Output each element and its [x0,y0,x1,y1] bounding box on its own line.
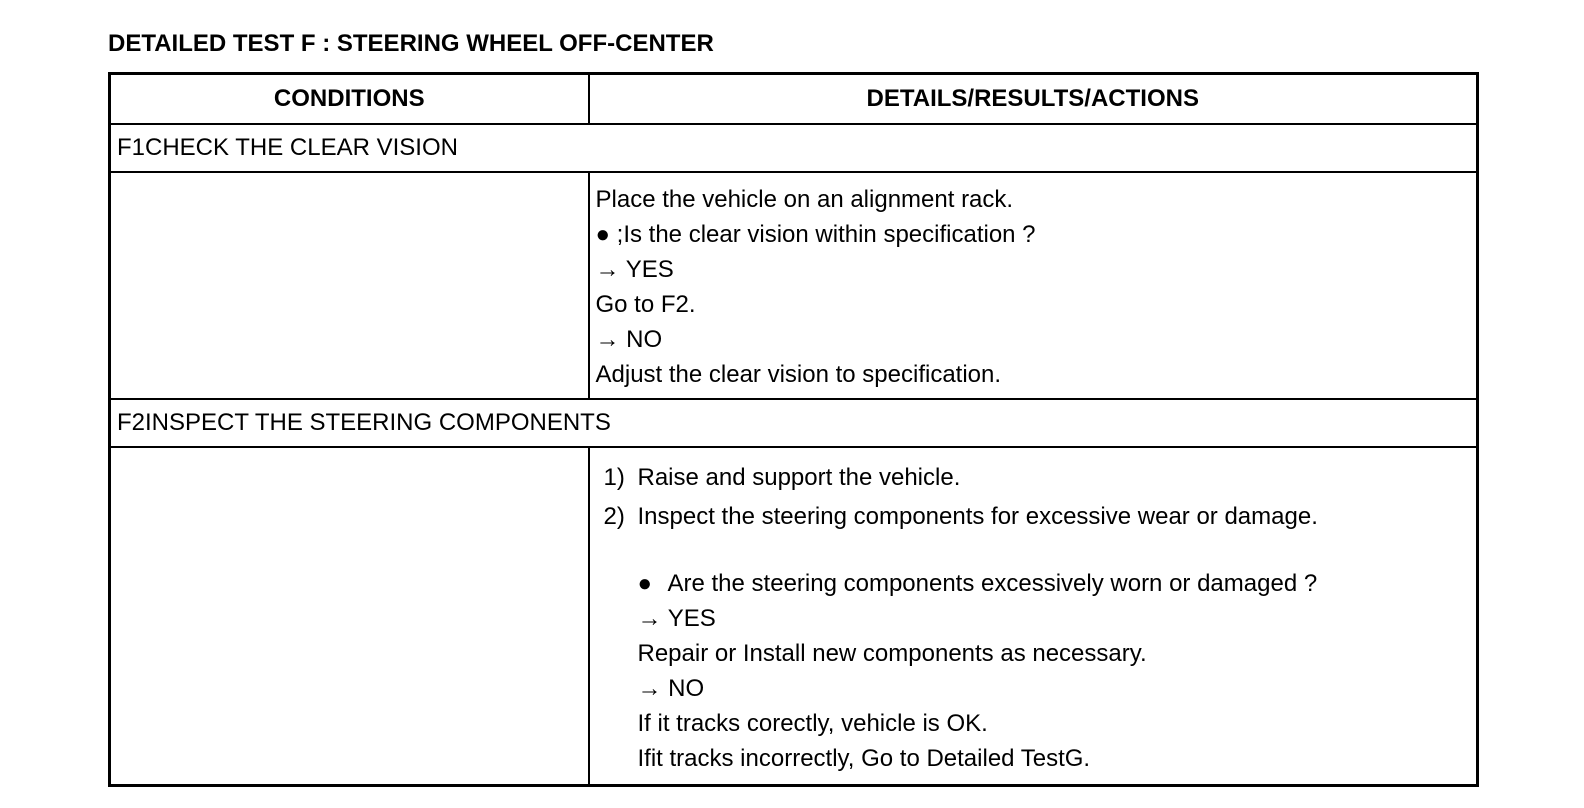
item-number: 1) [603,464,625,491]
step-heading-f2: F2INSPECT THE STEERING COMPONENTS [110,399,1478,447]
numbered-item [604,497,1477,536]
bullet-question [638,566,1477,601]
step-heading-row [110,399,1478,447]
conditions-cell [110,447,589,786]
conditions-cell [110,172,589,399]
page-title: DETAILED TEST F : STEERING WHEEL OFF-CENTER [108,30,714,57]
result-line: → YES [637,605,716,632]
item-text: Inspect the steering components for excessive wear or damage. [637,503,1318,530]
bullet-icon: ● [637,570,652,597]
numbered-list [604,458,1477,536]
details-cell [589,172,1478,399]
item-number: 2) [603,503,625,530]
step-body-row [110,447,1478,786]
details-line: Adjust the clear vision to specification. [595,361,1002,388]
header-row [110,74,1478,125]
column-header-conditions: CONDITIONS [110,74,589,125]
bullet-text: Are the steering components excessively worn or damaged ? [667,570,1318,597]
result-line: Ifit tracks incorrectly, Go to Detailed TestG. [637,745,1091,772]
details-line: → YES [595,256,674,283]
result-line: If it tracks corectly, vehicle is OK. [637,710,988,737]
details-line: Go to F2. [595,291,696,318]
question-block [604,566,1477,776]
item-text: Raise and support the vehicle. [637,464,961,491]
result-line: → NO [637,675,705,702]
step-heading-f1: F1CHECK THE CLEAR VISION [110,124,1478,172]
step-body-row [110,172,1478,399]
column-header-details: DETAILS/RESULTS/ACTIONS [589,74,1478,125]
details-cell [589,447,1478,786]
diagnostic-table [108,72,1479,787]
numbered-item [604,458,1477,497]
details-line: → NO [595,326,663,353]
result-line: Repair or Install new components as necessary. [637,640,1147,667]
details-line: ● ;Is the clear vision within specification ? [595,221,1036,248]
details-line: Place the vehicle on an alignment rack. [595,186,1014,213]
step-heading-row [110,124,1478,172]
